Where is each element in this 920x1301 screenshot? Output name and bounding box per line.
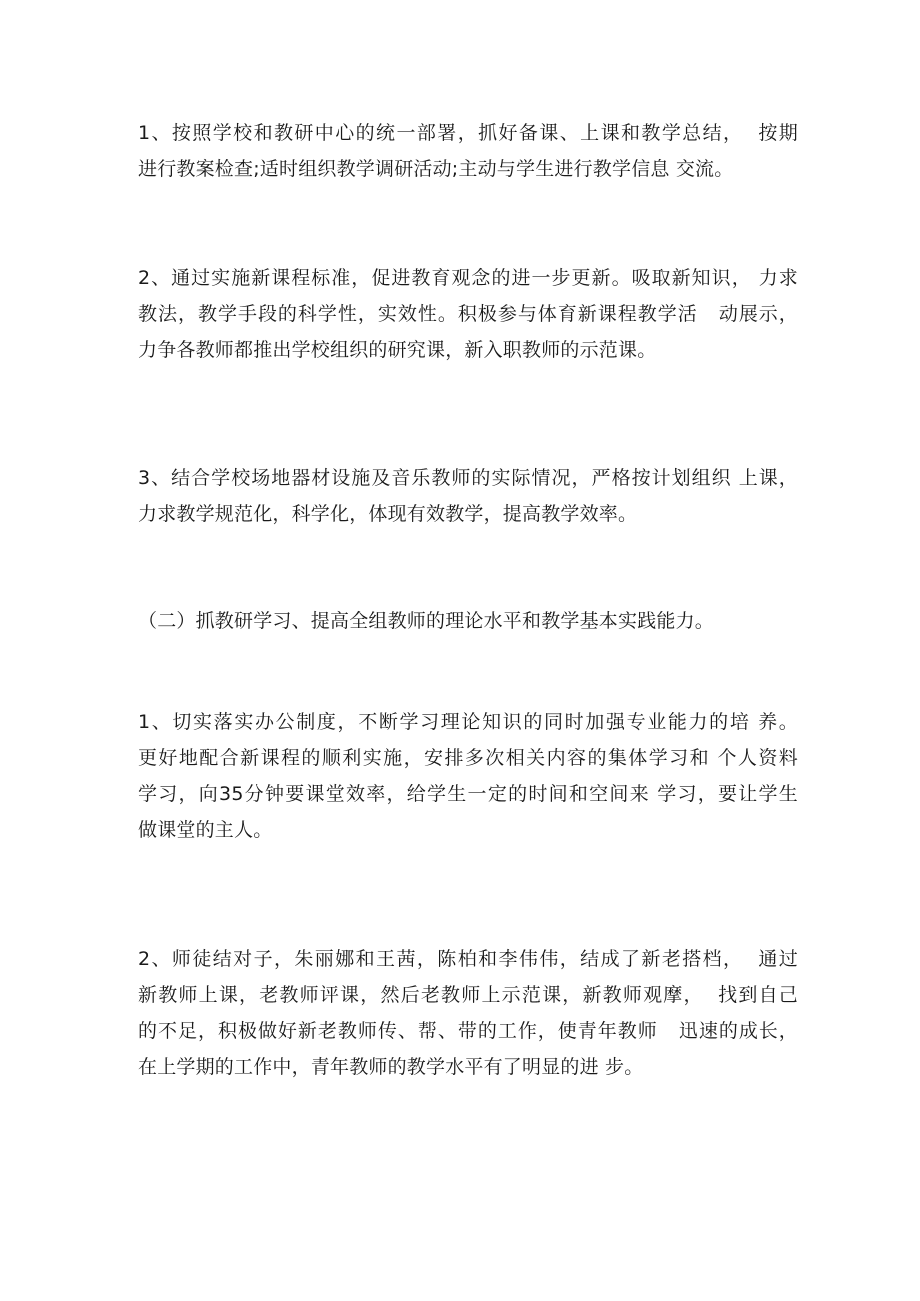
paragraph-4 (138, 704, 798, 848)
text-line: 1、切实落实办公制度，不断学习理论知识的同时加强专业能力的培 养。 (138, 711, 798, 733)
text-line: 在上学期的工作中，青年教师的教学水平有了明显的进 步。 (138, 1056, 644, 1078)
text-line: 做课堂的主人。 (138, 819, 273, 841)
text-line: 进行教案检查;适时组织教学调研活动;主动与学生进行教学信息 交流。 (138, 158, 734, 180)
paragraph-5 (138, 941, 798, 1085)
paragraph-1 (138, 115, 798, 187)
paragraph-2 (138, 260, 798, 368)
text-line: 的不足，积极做好新老教师传、帮、带的工作，使青年教师 迅速的成长， (138, 1020, 798, 1042)
text-line: 更好地配合新课程的顺利实施，安排多次相关内容的集体学习和 个人资料 (138, 747, 798, 769)
paragraph-3 (138, 460, 798, 532)
text-line: 学习，向35分钟要课堂效率，给学生一定的时间和空间来 学习，要让学生 (138, 783, 798, 805)
text-line: 力求教学规范化，科学化，体现有效教学，提高教学效率。 (138, 503, 638, 525)
text-line: 2、通过实施新课程标准，促进教育观念的进一步更新。吸取新知识， 力求 (138, 267, 798, 289)
text-line: 1、按照学校和教研中心的统一部署，抓好备课、上课和教学总结， 按期 (138, 122, 798, 144)
text-line: 3、结合学校场地器材设施及音乐教师的实际情况，严格按计划组织 上课， (138, 467, 798, 489)
section-heading (138, 603, 798, 639)
text-line: 2、师徒结对子，朱丽娜和王茜，陈柏和李伟伟，结成了新老搭档， 通过 (138, 948, 798, 970)
text-line: 力争各教师都推出学校组织的研究课，新入职教师的示范课。 (138, 339, 657, 361)
text-line: 教法，教学手段的科学性，实效性。积极参与体育新课程教学活 动展示， (138, 303, 798, 325)
text-line: 新教师上课，老教师评课，然后老教师上示范课，新教师观摩， 找到自己 (138, 984, 798, 1006)
text-line: （二）抓教研学习、提高全组教师的理论水平和教学基本实践能力。 (138, 610, 715, 632)
